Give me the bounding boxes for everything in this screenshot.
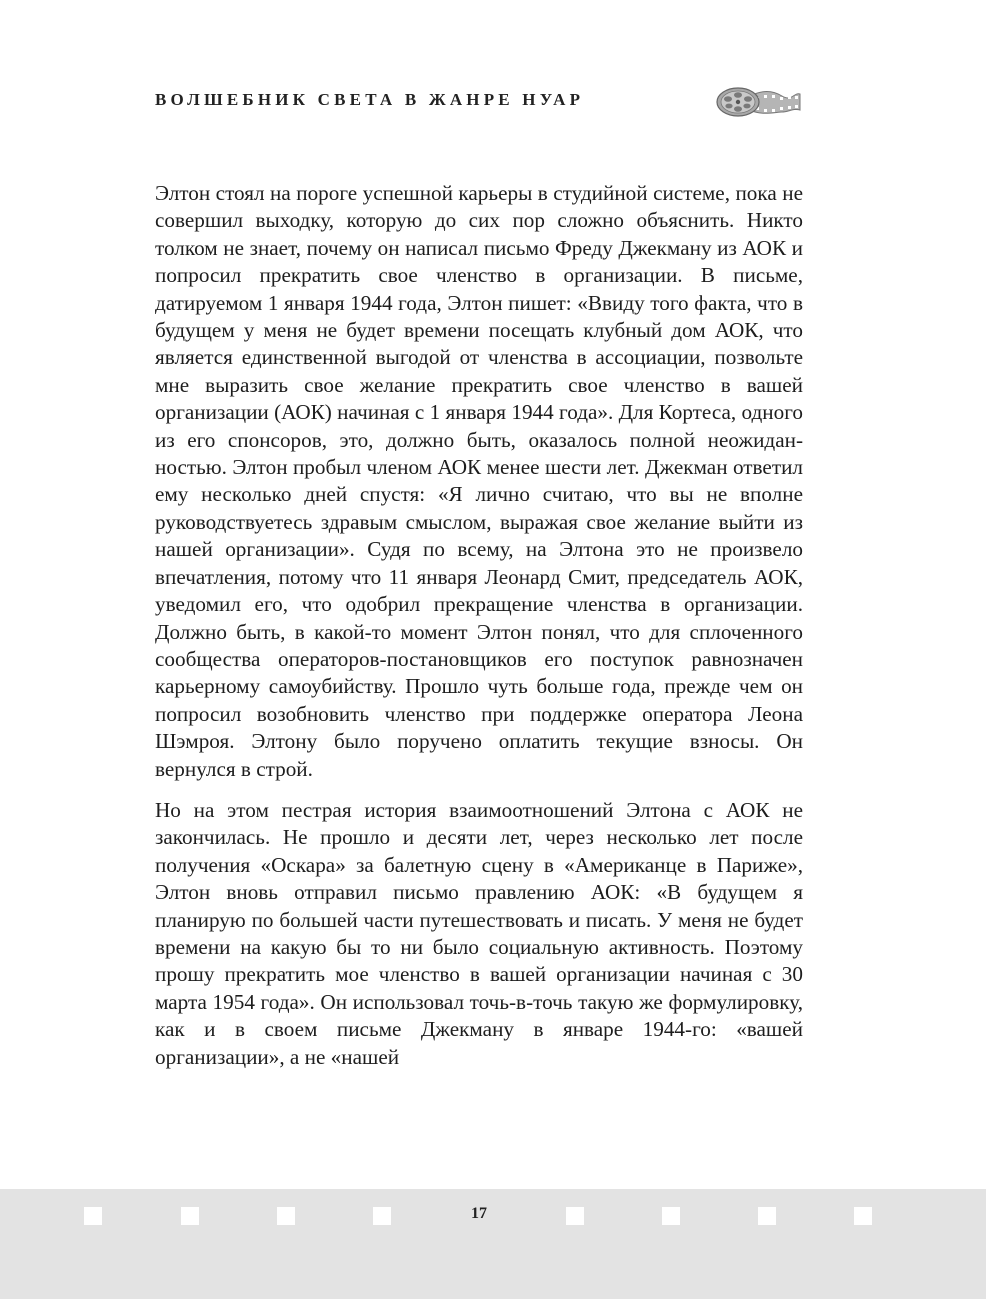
running-head: ВОЛШЕБНИК СВЕТА В ЖАНРЕ НУАР: [155, 90, 585, 109]
footer-film-strip: [0, 1189, 986, 1299]
page-number: 17: [471, 1205, 487, 1222]
body-text: [155, 180, 803, 1071]
film-reel-icon: [716, 82, 802, 124]
paragraph: Элтон стоял на пороге успешной карьеры в студийной системе, пока не совершил выходку, которую до сих пор сложно объяснить. Никто толком не знает, почему он написал письмо Фреду Джекману из АОК и попросил прекратить свое членство в организации. В письме, датируемом 1 января 1944 года, Элтон пишет: «Ввиду того факта, что в будущем у меня не будет времени посещать клубный дом АОК, что является единственной выгодой от членства в ассоциации, позвольте мне выразить свое желание прекратить свое членство в вашей организации (АОК) начиная с 1 января 1944 года». Для Кортеса, одного из его спонсоров, это, должно быть, оказалось полной неожиданностью. Элтон пробыл членом АОК менее шести лет. Джекман ответил ему несколько дней спустя: «Я лично считаю, что вы не вполне руководствуетесь здравым смыслом, выражая свое желание выйти из нашей организации». Судя по всему, на Элтона это не произвело впечатления, потому что 11 января Леонард Смит, председатель АОК, уведомил его, что одобрил прекращение членства в организации. Должно быть, в какой-то момент Элтон понял, что для сплоченного сообщества операторов-постановщиков его поступок равнозначен карьерному самоубийству. Прошло чуть больше года, прежде чем он попросил возобновить членство при поддержке оператора Леона Шэмроя. Элтону было поручено оплатить текущие взносы. Он вернулся в строй.: [155, 181, 803, 781]
paragraph: Но на этом пестрая история взаимоотношений Элтона с АОК не закончилась. Не прошло и десяти лет, через несколько лет после получения «Оскара» за балетную сцену в «Американце в Париже», Элтон вновь отправил письмо правлению АОК: «В будущем я планирую по большей части путешествовать и писать. У меня не будет времени на какую бы то ни было социальную активность. Поэтому прошу прекратить мое членство в вашей организации начиная с 30 марта 1954 года». Он использовал точь-в-точь такую же формулировку, как и в своем письме Джекману в январе 1944-го: «вашей организации», а не «нашей: [155, 797, 803, 1069]
